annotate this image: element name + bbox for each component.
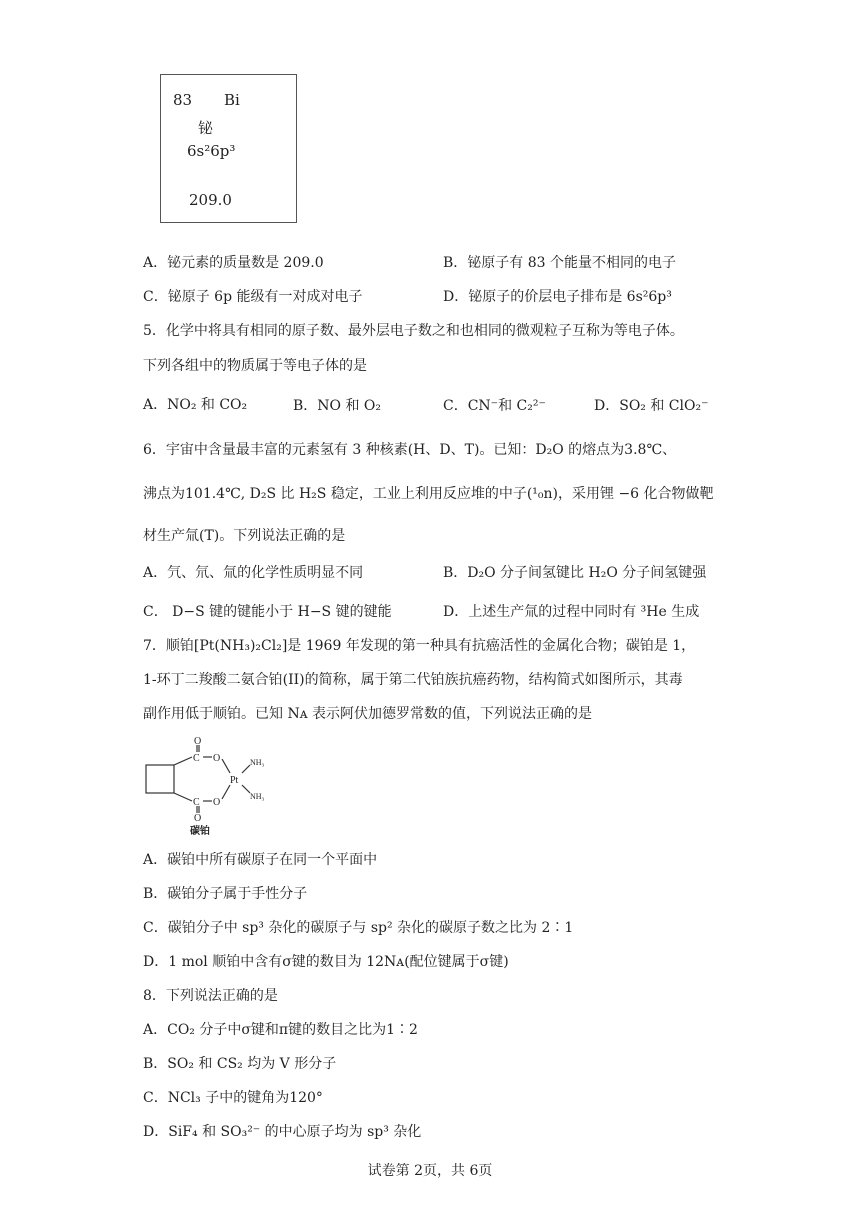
ammine-2: NH₃: [250, 792, 265, 801]
q6-option-c: C． D−S 键的键能小于 H−S 键的键能: [143, 604, 392, 620]
element-symbol: Bi: [224, 91, 240, 109]
q6-option-b: B．D₂O 分子间氢键比 H₂O 分子间氢键强: [443, 565, 707, 581]
structure-caption: 碳铂: [190, 826, 210, 837]
q7-option-a: A．碳铂中所有碳原子在同一个平面中: [143, 852, 378, 868]
q8-option-c: C．NCl₃ 子中的键角为120°: [143, 1090, 323, 1106]
carbonyl-o-bottom: O: [194, 813, 202, 824]
carbon-bottom: C: [193, 797, 200, 808]
ester-o-bottom: O: [213, 797, 221, 808]
atomic-number: 83: [173, 91, 193, 109]
q8-option-d: D．SiF₄ 和 SO₃²⁻ 的中心原子均为 sp³ 杂化: [143, 1124, 422, 1140]
q6-option-a: A．氕、氘、氚的化学性质明显不同: [143, 565, 364, 581]
electron-config: 6s²6p³: [187, 142, 236, 160]
q5-option-a: A．NO₂ 和 CO₂: [143, 397, 248, 413]
q7-stem-line2: 1-环丁二羧酸二氨合铂(II)的简称，属于第二代铂族抗癌药物，结构简式如图所示，其毒: [143, 672, 683, 688]
q4-option-a: A．铋元素的质量数是 209.0: [143, 255, 324, 271]
ammine-1: NH₃: [250, 758, 265, 767]
carbon-top: C: [193, 753, 200, 764]
q5-option-b: B．NO 和 O₂: [293, 398, 382, 414]
q5-option-d: D．SO₂ 和 ClO₂⁻: [594, 398, 709, 414]
q6-stem-line1: 6．宇宙中含量最丰富的元素氢有 3 种核素(H、D、T)。已知：D₂O 的熔点为3.8℃、: [143, 442, 677, 458]
q8-option-a: A．CO₂ 分子中σ键和π键的数目之比为1∶2: [143, 1022, 418, 1038]
q5-option-c: C．CN⁻和 C₂²⁻: [443, 398, 546, 414]
element-name: 铋: [198, 119, 214, 137]
q4-option-b: B．铋原子有 83 个能量不相同的电子: [443, 255, 677, 271]
q8-stem: 8．下列说法正确的是: [143, 988, 278, 1004]
platinum-label: Pt: [230, 775, 239, 786]
q6-option-d: D．上述生产氚的过程中同时有 ³He 生成: [443, 604, 700, 620]
atomic-mass: 209.0: [189, 191, 232, 209]
carbonyl-o-top: O: [194, 736, 202, 747]
q8-option-b: B．SO₂ 和 CS₂ 均为 V 形分子: [143, 1056, 337, 1072]
q4-option-d: D．铋原子的价层电子排布是 6s²6p³: [443, 289, 672, 305]
ester-o-top: O: [213, 753, 221, 764]
q4-option-c: C．铋原子 6p 能级有一对成对电子: [143, 289, 363, 305]
carboplatin-structure: [140, 735, 290, 840]
q6-stem-line3: 材生产氚(T)。下列说法正确的是: [143, 528, 346, 544]
q7-option-b: B．碳铂分子属于手性分子: [143, 886, 308, 902]
q7-stem-line3: 副作用低于顺铂。已知 Nᴀ 表示阿伏加德罗常数的值，下列说法正确的是: [143, 706, 593, 722]
element-box-bismuth: [160, 74, 297, 223]
q5-stem-line1: 5．化学中将具有相同的原子数、最外层电子数之和也相同的微观粒子互称为等电子体。: [143, 323, 684, 339]
q7-option-c: C．碳铂分子中 sp³ 杂化的碳原子与 sp² 杂化的碳原子数之比为 2∶1: [143, 920, 574, 936]
q7-option-d: D．1 mol 顺铂中含有σ键的数目为 12Nᴀ(配位键属于σ键): [143, 954, 509, 970]
q5-stem-line2: 下列各组中的物质属于等电子体的是: [143, 358, 367, 374]
q6-stem-line2: 沸点为101.4℃, D₂S 比 H₂S 稳定，工业上利用反应堆的中子(¹₀n)，采用锂 −6 化合物做靶: [143, 486, 714, 502]
page-footer: 试卷第 2页，共 6页: [367, 1163, 493, 1179]
q7-stem-line1: 7．顺铂[Pt(NH₃)₂Cl₂]是 1969 年发现的第一种具有抗癌活性的金属化合物；碳铂是 1，: [143, 638, 696, 654]
